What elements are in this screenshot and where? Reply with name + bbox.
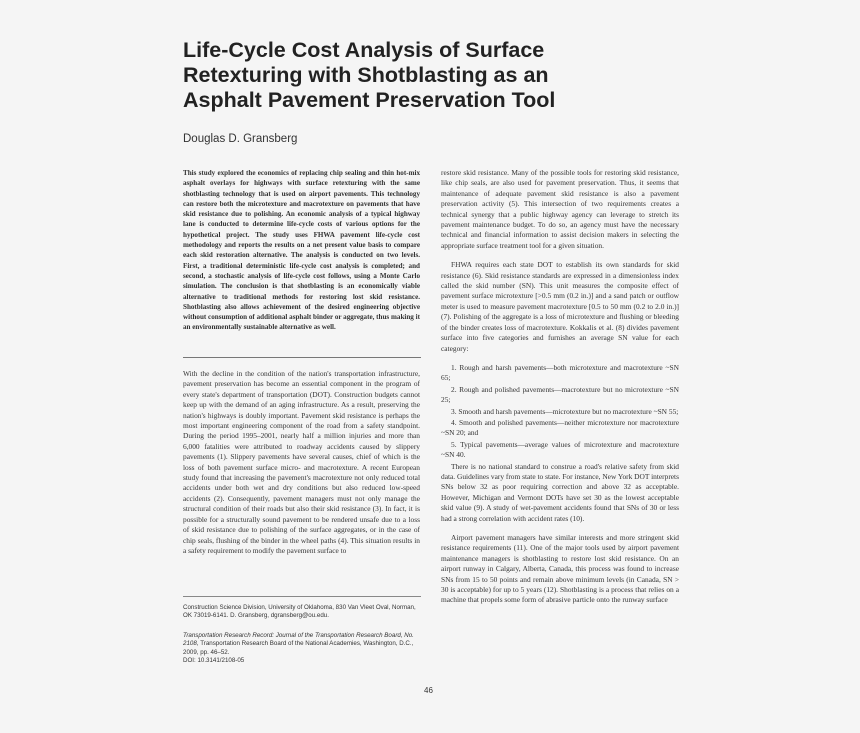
category-item: 5. Typical pavements—average values of microtexture and macrotexture ~SN 40. bbox=[441, 439, 679, 460]
citation-journal: Transportation Research Record: Journal of the Transportation Research Board, No. 2108, bbox=[183, 632, 414, 648]
body-paragraph: restore skid resistance. Many of the possible tools for restoring skid resistance, like chip seals, are also used for pavement preservation. Thus, it seems that maintenance of adequate pavement skid resistance is also a pavement preservation activity (5). This intersection of two requirements creates a technical synergy that a public highway agency can leverage to stretch its pavement maintenance budget. To do so, an agency must have the necessary technical and financial information to assist decision makers in selecting the appropriate surface treatment tool for a given situation. bbox=[441, 168, 679, 250]
title-line: Life-Cycle Cost Analysis of Surface bbox=[183, 38, 545, 62]
left-column-body bbox=[183, 369, 420, 556]
category-item: 4. Smooth and polished pavements—neither microtexture nor macrotexture ~SN 20; and bbox=[441, 417, 679, 438]
category-list bbox=[441, 363, 679, 461]
abstract-divider bbox=[183, 357, 421, 358]
title-line: Asphalt Pavement Preservation Tool bbox=[183, 88, 556, 112]
footnote-citation bbox=[183, 632, 421, 666]
author-name: Douglas D. Gransberg bbox=[183, 133, 298, 145]
title-line: Retexturing with Shotblasting as an bbox=[183, 63, 549, 87]
footnote-divider bbox=[183, 596, 421, 597]
intro-paragraph: With the decline in the condition of the nation's transportation infrastructure, pavement preservation has become an essential component in the program of every state's department of transportation (DOT). Construction budgets cannot keep up with the demand of an aging infrastructure. As a result, preserving the nation's highways is doubly important. Pavement skid resistance is perhaps the most important engineering component of the road from a safety standpoint. During the period 1995–2001, nearly half a million injuries and more than 6,000 fatalities were attributed to roadway accidents caused by slippery pavements (1). Slippery pavements have several causes, chief of which is the loss of both pavement surface micro- and macrotexture. A recent European study found that increasing the pavement's macrotexture not only reduced total accidents under both wet and dry conditions but also reduced low-speed accidents (2). Consequently, pavement managers must not only manage the structural condition of their roads but also their skid resistance (3). In fact, it is possible for a structurally sound pavement to be rendered unsafe due to a loss of skid resistance due to polishing of the surface aggregates, or in the case of chip seals, flushing of the binder in the wheel paths (4). This situation results in a safety requirement to modify the pavement surface to bbox=[183, 369, 420, 555]
body-paragraph: Airport pavement managers have similar interests and more stringent skid resistance requirements (11). One of the major tools used by airport pavement maintenance managers is shotblasting to restore lost skid resistance. On an airport runway in Calgary, Alberta, Canada, this process was found to increase SNs from 15 to 50 points and remain above minimum levels (in Canada, SN > 30 is acceptable) for up to 5 years (12). Shotblasting is a process that relies on a machine that propels some form of abrasive particle onto the runway surface bbox=[441, 533, 679, 605]
page-number: 46 bbox=[424, 686, 433, 695]
category-item: 2. Rough and polished pavements—macrotexture but no microtexture ~SN 25; bbox=[441, 384, 679, 405]
footnote-affiliation: Construction Science Division, University of Oklahoma, 830 Van Vleet Oval, Norman, OK 73019-6141. D. Gransberg, dgransberg@ou.edu. bbox=[183, 604, 416, 620]
paper-title bbox=[183, 38, 683, 113]
category-item: 3. Smooth and harsh pavements—microtexture but no macrotexture ~SN 55; bbox=[451, 406, 679, 416]
abstract: This study explored the economics of replacing chip sealing and thin hot-mix asphalt overlays for highways with surface retexturing with the same shotblasting technology that is used on airport pavements. This technology can restore both the microtexture and macrotexture on pavements that have skid resistance due to polishing. An economic analysis of a typical highway lane is conducted to determine life-cycle costs of various options for the hypothetical project. The study uses FHWA pavement life-cycle cost methodology and reports the results on a net present value basis to compare each skid restoration alternative. The analysis is conducted on two levels. First, a traditional deterministic life-cycle cost analysis is completed; and second, a stochastic analysis of life-cycle cost follows, using a Monte Carlo simulation. The conclusion is that shotblasting is an economically viable alternative to traditional methods for restoring lost skid resistance. Shotblasting also allows achievement of the desired engineering objective without consumption of additional asphalt binder or aggregate, thus making it an environmentally sustainable alternative as well. bbox=[183, 169, 420, 332]
body-paragraph: FHWA requires each state DOT to establish its own standards for skid resistance (6). Skid resistance standards are expressed in a dimensionless index called the skid number (SN). This unit measures the composite effect of pavement surface microtexture [>0.5 mm (0.2 in.)] and a sand patch or outflow meter is used to measure pavement macrotexture [0.5 to 50 mm (0.2 to 2.0 in.)] (7). Polishing of the aggregate is a loss of microtexture and flushing or bleeding of the binder creates loss of macrotexture. Kokkalis et al. (8) divides pavement surface into five categories and furnishes an average SN value for each category: bbox=[441, 260, 679, 353]
citation-publisher: Transportation Research Board of the National Academies, Washington, D.C., 2009, pp. 46–52. bbox=[183, 640, 414, 656]
body-paragraph: There is no national standard to construe a road's relative safety from skid data. Guidelines vary from state to state. For instance, New York DOT interprets SNs below 32 as poor requiring correction and above 32 as acceptable. However, Michigan and Vermont DOTs have set 30 as the lowest acceptable skid value (9). A study of wet-pavement accidents found that SNs of 30 or less had a strong correlation with accident rates (10). bbox=[441, 461, 679, 523]
category-item: 1. Rough and harsh pavements—both microtexture and macrotexture ~SN 65; bbox=[441, 362, 679, 383]
citation-doi: DOI: 10.3141/2108-05 bbox=[183, 657, 245, 665]
right-column-body bbox=[441, 168, 679, 606]
